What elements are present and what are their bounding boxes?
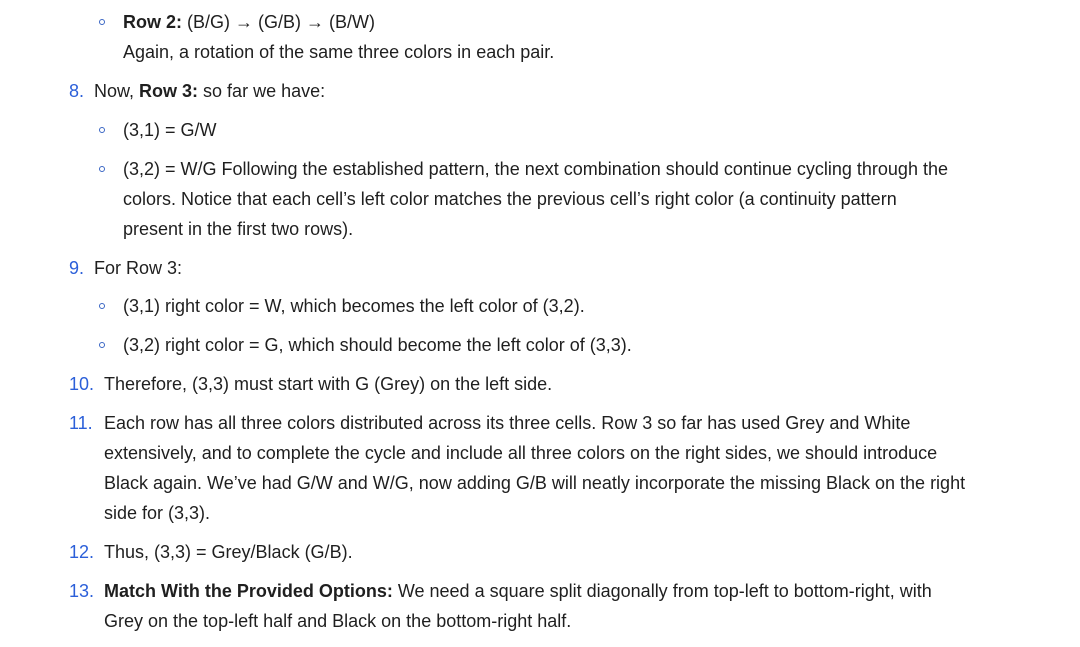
row2-sub: Again, a rotation of the same three colors in each pair.: [123, 42, 555, 62]
bullet-icon: [99, 342, 105, 348]
item-8-post: so far we have:: [198, 81, 326, 101]
bullet-icon: [99, 166, 105, 172]
bullet-icon: [99, 127, 105, 133]
item-10-number: 10.: [69, 374, 95, 394]
item-11-line-1: Each row has all three colors distributed across its three cells. Row 3 so far has used Grey and White: [104, 413, 911, 433]
row2-line: [123, 11, 375, 33]
item-8-bullet-2-line-1: (3,2) = W/G Following the established pattern, the next combination should continue cycling through the: [123, 159, 948, 179]
bullet-icon: [99, 303, 105, 309]
item-8-text: [94, 80, 325, 102]
item-8-bullet-2-line-3: present in the first two rows).: [123, 219, 354, 239]
item-8-bullet-2-line-2: colors. Notice that each cell’s left color matches the previous cell’s right color (a continuity pattern: [123, 189, 897, 209]
item-8-bullet-1: (3,1) = G/W: [123, 120, 217, 140]
item-8-number: 8.: [69, 81, 85, 101]
item-10-text: Therefore, (3,3) must start with G (Grey) on the left side.: [104, 374, 553, 394]
item-11-line-4: side for (3,3).: [104, 503, 211, 523]
row2-text: (B/G) → (G/B) → (B/W): [182, 12, 375, 32]
item-13-post: We need a square split diagonally from top-left to bottom-right, with: [392, 581, 932, 601]
bullet-icon: [99, 19, 105, 25]
item-9-bullet-1: (3,1) right color = W, which becomes the left color of (3,2).: [123, 296, 585, 316]
item-12-number: 12.: [69, 542, 95, 562]
item-11-number: 11.: [69, 413, 93, 433]
item-12-text: Thus, (3,3) = Grey/Black (G/B).: [104, 542, 353, 562]
row2-label: Row 2:: [123, 12, 183, 32]
item-11-line-2: extensively, and to complete the cycle and include all three colors on the right sides, we should introduce: [104, 443, 938, 463]
item-13-line-1: [104, 580, 932, 602]
item-9-number: 9.: [69, 258, 85, 278]
item-13-bold: Match With the Provided Options:: [104, 581, 393, 601]
item-8-bold: Row 3:: [139, 81, 199, 101]
item-11-line-3: Black again. We’ve had G/W and W/G, now adding G/B will neatly incorporate the missing Black on the right: [104, 473, 966, 493]
item-13-number: 13.: [69, 581, 95, 601]
item-9-bullet-2: (3,2) right color = G, which should become the left color of (3,3).: [123, 335, 632, 355]
item-9-text: For Row 3:: [94, 258, 183, 278]
item-8-pre: Now,: [94, 81, 140, 101]
item-13-line-2: Grey on the top-left half and Black on the bottom-right half.: [104, 611, 572, 631]
